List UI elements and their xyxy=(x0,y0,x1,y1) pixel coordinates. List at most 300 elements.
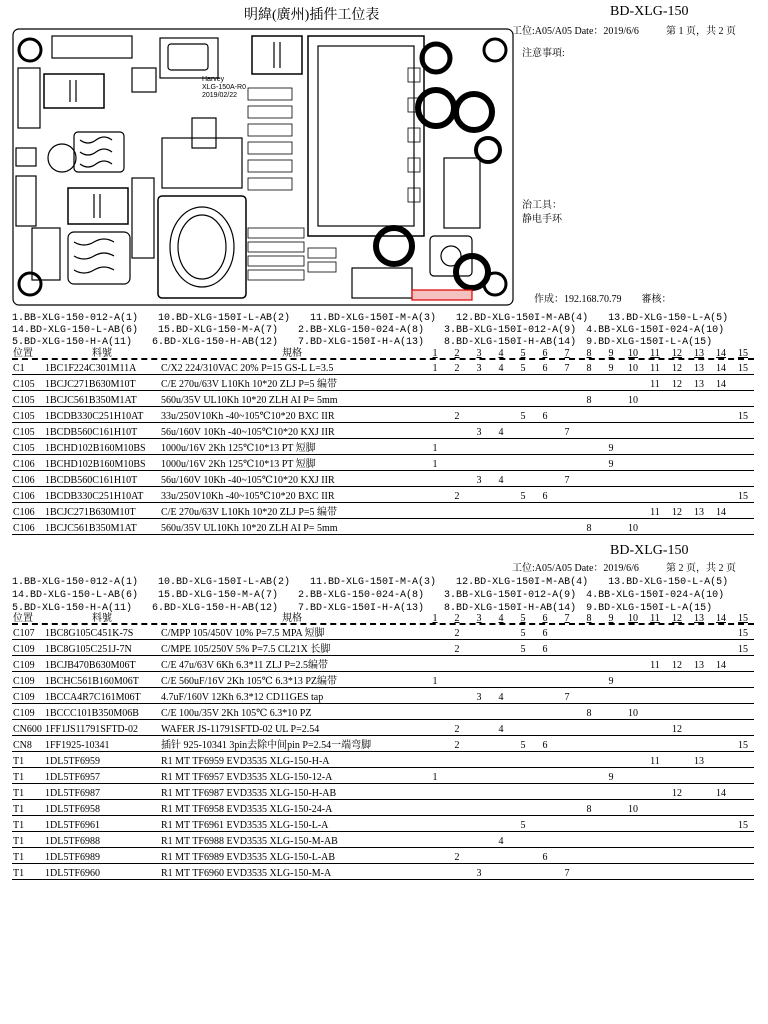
cell-model-5 xyxy=(512,519,534,535)
cell-model-10 xyxy=(622,503,644,519)
cell-model-10 xyxy=(622,407,644,423)
cell-model-4 xyxy=(490,784,512,800)
cell-model-15: 15 xyxy=(732,407,754,423)
cell-model-7 xyxy=(556,519,578,535)
cell-model-12: 12 xyxy=(666,656,688,672)
cell-spec: C/E 270u/63V L10Kh 10*20 ZLJ P=5 编带 xyxy=(160,375,424,391)
cell-model-7: 7 xyxy=(556,864,578,880)
cell-model-14 xyxy=(710,391,732,407)
cell-model-12 xyxy=(666,640,688,656)
cell-model-11 xyxy=(644,391,666,407)
header-model-col-4: 4 xyxy=(498,348,504,359)
cell-model-8 xyxy=(578,375,600,391)
variant-line-page2-1: 1.BB-XLG-150-012-A(1) 10.BD-XLG-150I-L-AB(2) 11.BD-XLG-150I-M-A(3) 12.BD-XLG-150I-M-AB(4) 13.BD-XLG-150-L-A(5) xyxy=(12,577,729,588)
cell-model-6: 6 xyxy=(534,487,556,503)
cell-model-3 xyxy=(468,455,490,471)
cell-spec: 560u/35V UL10Kh 10*20 ZLH AI P= 5mm xyxy=(160,391,424,407)
cell-model-4 xyxy=(490,624,512,640)
cell-position: T1 xyxy=(12,752,44,768)
cell-model-6 xyxy=(534,519,556,535)
cell-model-13 xyxy=(688,672,710,688)
cell-model-1 xyxy=(424,624,446,640)
cell-part-number: 1DL5TF6961 xyxy=(44,816,160,832)
header-model-col-15: 15 xyxy=(738,613,748,624)
cell-model-10 xyxy=(622,375,644,391)
cell-model-14 xyxy=(710,407,732,423)
cell-model-13 xyxy=(688,688,710,704)
cell-spec: R1 MT TF6958 EVD3535 XLG-150-24-A xyxy=(160,800,424,816)
cell-model-13 xyxy=(688,407,710,423)
cell-model-10: 10 xyxy=(622,359,644,375)
cell-model-15 xyxy=(732,471,754,487)
cell-model-5 xyxy=(512,455,534,471)
cell-model-13 xyxy=(688,439,710,455)
cell-model-5 xyxy=(512,439,534,455)
cell-model-3 xyxy=(468,784,490,800)
table-row xyxy=(12,640,754,656)
cell-model-13 xyxy=(688,784,710,800)
table-row xyxy=(12,848,754,864)
cell-model-1 xyxy=(424,656,446,672)
cell-model-14 xyxy=(710,471,732,487)
cell-model-8 xyxy=(578,672,600,688)
header-model-col-13: 13 xyxy=(694,613,704,624)
cell-spec: 1000u/16V 2Kh 125℃10*13 PT 短脚 xyxy=(160,455,424,471)
cell-model-6 xyxy=(534,656,556,672)
cell-model-7 xyxy=(556,375,578,391)
cell-model-2 xyxy=(446,816,468,832)
header-model-col-12: 12 xyxy=(672,613,682,624)
cell-model-13 xyxy=(688,423,710,439)
cell-model-9 xyxy=(600,784,622,800)
cell-model-5 xyxy=(512,784,534,800)
cell-model-6: 6 xyxy=(534,640,556,656)
cell-model-15 xyxy=(732,503,754,519)
cell-model-6 xyxy=(534,784,556,800)
cell-model-7 xyxy=(556,752,578,768)
cell-model-11 xyxy=(644,720,666,736)
cell-model-12 xyxy=(666,519,688,535)
cell-model-3 xyxy=(468,439,490,455)
cell-spec: C/MPP 105/450V 10% P=7.5 MPA 短脚 xyxy=(160,624,424,640)
cell-model-14 xyxy=(710,624,732,640)
cell-model-15: 15 xyxy=(732,736,754,752)
cell-model-15 xyxy=(732,832,754,848)
cell-model-6 xyxy=(534,768,556,784)
cell-model-1: 1 xyxy=(424,768,446,784)
cell-model-15 xyxy=(732,375,754,391)
cell-model-13 xyxy=(688,391,710,407)
cell-model-9 xyxy=(600,391,622,407)
cell-model-11 xyxy=(644,640,666,656)
cell-model-11 xyxy=(644,800,666,816)
cell-model-10: 10 xyxy=(622,519,644,535)
cell-model-14: 14 xyxy=(710,656,732,672)
table-header-row xyxy=(12,609,754,624)
table-row xyxy=(12,656,754,672)
cell-model-2 xyxy=(446,768,468,784)
cell-model-7 xyxy=(556,455,578,471)
cell-position: T1 xyxy=(12,816,44,832)
pcb-layout-drawing xyxy=(12,28,514,306)
cell-part-number: 1DL5TF6987 xyxy=(44,784,160,800)
cell-model-4: 4 xyxy=(490,832,512,848)
cell-model-3 xyxy=(468,503,490,519)
cell-model-12 xyxy=(666,704,688,720)
cell-model-1 xyxy=(424,519,446,535)
cell-model-11 xyxy=(644,848,666,864)
cell-spec: R1 MT TF6961 EVD3535 XLG-150-L-A xyxy=(160,816,424,832)
cell-model-10 xyxy=(622,848,644,864)
cell-model-4: 4 xyxy=(490,423,512,439)
cell-model-3 xyxy=(468,656,490,672)
cell-model-9 xyxy=(600,864,622,880)
cell-model-1 xyxy=(424,391,446,407)
cell-spec: 33u/250V10Kh -40~105℃10*20 BXC IIR xyxy=(160,487,424,503)
table-row xyxy=(12,471,754,487)
cell-model-15 xyxy=(732,439,754,455)
header-model-col-14: 14 xyxy=(716,348,726,359)
table-row xyxy=(12,487,754,503)
cell-model-2 xyxy=(446,832,468,848)
cell-model-1 xyxy=(424,832,446,848)
cell-model-9 xyxy=(600,656,622,672)
cell-model-4 xyxy=(490,704,512,720)
cell-model-6 xyxy=(534,672,556,688)
cell-model-1 xyxy=(424,800,446,816)
cell-model-10 xyxy=(622,816,644,832)
table-row xyxy=(12,816,754,832)
cell-model-5 xyxy=(512,768,534,784)
cell-model-8 xyxy=(578,439,600,455)
cell-model-9 xyxy=(600,375,622,391)
cell-model-1: 1 xyxy=(424,439,446,455)
cell-model-2: 2 xyxy=(446,736,468,752)
cell-model-13 xyxy=(688,704,710,720)
cell-model-10 xyxy=(622,423,644,439)
header-model-col-5: 5 xyxy=(520,348,526,359)
variant-line-1: 1.BB-XLG-150-012-A(1) 10.BD-XLG-150I-L-AB(2) 11.BD-XLG-150I-M-A(3) 12.BD-XLG-150I-M-AB(4) 13.BD-XLG-150-L-A(5) xyxy=(12,313,729,324)
cell-model-3: 3 xyxy=(468,864,490,880)
cell-model-6 xyxy=(534,816,556,832)
cell-model-11 xyxy=(644,423,666,439)
cell-model-4 xyxy=(490,455,512,471)
cell-model-11 xyxy=(644,784,666,800)
cell-model-4 xyxy=(490,519,512,535)
cell-model-9 xyxy=(600,487,622,503)
cell-position: T1 xyxy=(12,864,44,880)
cell-spec: 4.7uF/160V 12Kh 6.3*12 CD11GES tap xyxy=(160,688,424,704)
header-position: 位置 xyxy=(13,348,33,359)
cell-model-8 xyxy=(578,688,600,704)
cell-model-14 xyxy=(710,704,732,720)
table-row xyxy=(12,407,754,423)
cell-model-15 xyxy=(732,704,754,720)
cell-model-13: 13 xyxy=(688,375,710,391)
cell-model-13 xyxy=(688,720,710,736)
cell-model-5 xyxy=(512,423,534,439)
cell-model-2 xyxy=(446,752,468,768)
cell-part-number: 1BCJC561B350M1AT xyxy=(44,391,160,407)
cell-model-1 xyxy=(424,784,446,800)
cell-model-15 xyxy=(732,672,754,688)
header-part-number: 料號 xyxy=(92,348,112,359)
cell-model-13 xyxy=(688,848,710,864)
cell-model-13 xyxy=(688,519,710,535)
cell-model-14: 14 xyxy=(710,359,732,375)
cell-model-10 xyxy=(622,864,644,880)
cell-model-9 xyxy=(600,688,622,704)
cell-model-15 xyxy=(732,752,754,768)
cell-model-12 xyxy=(666,752,688,768)
cell-model-10 xyxy=(622,656,644,672)
cell-model-1 xyxy=(424,503,446,519)
cell-model-14: 14 xyxy=(710,503,732,519)
cell-model-7 xyxy=(556,736,578,752)
cell-model-12 xyxy=(666,864,688,880)
cell-model-9 xyxy=(600,720,622,736)
cell-model-1 xyxy=(424,471,446,487)
cell-model-5 xyxy=(512,848,534,864)
cell-model-10 xyxy=(622,455,644,471)
cell-model-8 xyxy=(578,736,600,752)
cell-position: C109 xyxy=(12,704,44,720)
cell-model-11: 11 xyxy=(644,375,666,391)
cell-model-9: 9 xyxy=(600,439,622,455)
cell-model-8 xyxy=(578,656,600,672)
cell-model-8 xyxy=(578,624,600,640)
cell-model-3 xyxy=(468,672,490,688)
table-row xyxy=(12,672,754,688)
cell-model-13 xyxy=(688,864,710,880)
cell-model-2 xyxy=(446,375,468,391)
cell-part-number: 1BCJC271B630M10T xyxy=(44,375,160,391)
cell-model-1 xyxy=(424,704,446,720)
cell-position: C105 xyxy=(12,423,44,439)
header-model-col-12: 12 xyxy=(672,348,682,359)
cell-model-5 xyxy=(512,720,534,736)
header-dash-rule-page-2 xyxy=(12,623,754,625)
cell-model-6 xyxy=(534,471,556,487)
cell-model-2 xyxy=(446,503,468,519)
cell-model-10 xyxy=(622,784,644,800)
cell-spec: 1000u/16V 2Kh 125℃10*13 PT 短脚 xyxy=(160,439,424,455)
cell-model-2 xyxy=(446,423,468,439)
cell-spec: R1 MT TF6988 EVD3535 XLG-150-M-AB xyxy=(160,832,424,848)
cell-model-3 xyxy=(468,768,490,784)
cell-model-7 xyxy=(556,439,578,455)
cell-model-6 xyxy=(534,864,556,880)
cell-model-10 xyxy=(622,672,644,688)
cell-model-14 xyxy=(710,455,732,471)
cell-model-14 xyxy=(710,720,732,736)
table-row xyxy=(12,784,754,800)
header-model-col-6: 6 xyxy=(542,613,548,624)
cell-model-14 xyxy=(710,864,732,880)
cell-model-7: 7 xyxy=(556,471,578,487)
cell-spec: 33u/250V10Kh -40~105℃10*20 BXC IIR xyxy=(160,407,424,423)
cell-position: C105 xyxy=(12,439,44,455)
parts-table-page-1 xyxy=(12,344,754,535)
cell-model-12 xyxy=(666,832,688,848)
cell-model-3: 3 xyxy=(468,359,490,375)
cell-model-4 xyxy=(490,752,512,768)
cell-spec: 插针 925-10341 3pin去除中间pin P=2.54一端弯脚 xyxy=(160,736,424,752)
table-row xyxy=(12,864,754,880)
cell-model-14 xyxy=(710,487,732,503)
table-row xyxy=(12,752,754,768)
header-model-col-14: 14 xyxy=(716,613,726,624)
cell-part-number: 1DL5TF6989 xyxy=(44,848,160,864)
cell-model-2 xyxy=(446,519,468,535)
cell-spec: R1 MT TF6959 EVD3535 XLG-150-H-A xyxy=(160,752,424,768)
cell-model-7 xyxy=(556,503,578,519)
cell-model-15: 15 xyxy=(732,816,754,832)
cell-model-3 xyxy=(468,407,490,423)
cell-part-number: 1BCHC561B160M06T xyxy=(44,672,160,688)
cell-model-14 xyxy=(710,423,732,439)
cell-model-11: 11 xyxy=(644,359,666,375)
header-model-col-3: 3 xyxy=(476,613,482,624)
cell-model-11 xyxy=(644,455,666,471)
cell-position: C106 xyxy=(12,503,44,519)
cell-model-8 xyxy=(578,768,600,784)
cell-spec: R1 MT TF6960 EVD3535 XLG-150-M-A xyxy=(160,864,424,880)
cell-model-14 xyxy=(710,768,732,784)
cell-model-13 xyxy=(688,487,710,503)
cell-model-7: 7 xyxy=(556,359,578,375)
cell-part-number: 1BCCA4R7C161M06T xyxy=(44,688,160,704)
cell-model-7: 7 xyxy=(556,423,578,439)
cell-model-6: 6 xyxy=(534,736,556,752)
cell-model-2: 2 xyxy=(446,407,468,423)
cell-model-8: 8 xyxy=(578,391,600,407)
cell-model-8 xyxy=(578,455,600,471)
model-code: BD-XLG-150 xyxy=(610,4,689,19)
cell-model-3 xyxy=(468,736,490,752)
cell-part-number: 1BCJC271B630M10T xyxy=(44,503,160,519)
cell-model-15 xyxy=(732,800,754,816)
cell-model-5 xyxy=(512,391,534,407)
header-model-col-5: 5 xyxy=(520,613,526,624)
cell-model-10 xyxy=(622,439,644,455)
cell-model-5 xyxy=(512,704,534,720)
cell-model-15 xyxy=(732,864,754,880)
cell-model-1: 1 xyxy=(424,455,446,471)
cell-model-11 xyxy=(644,816,666,832)
header-spec: 規格 xyxy=(282,613,302,624)
cell-position: C109 xyxy=(12,688,44,704)
cell-model-15: 15 xyxy=(732,624,754,640)
cell-model-10 xyxy=(622,752,644,768)
cell-model-7 xyxy=(556,816,578,832)
cell-model-6 xyxy=(534,832,556,848)
cell-model-3 xyxy=(468,704,490,720)
header-model-col-15: 15 xyxy=(738,348,748,359)
cell-model-8: 8 xyxy=(578,359,600,375)
cell-model-2: 2 xyxy=(446,848,468,864)
pcb-label-harvey: Harvey xyxy=(202,76,225,83)
header-model-col-6: 6 xyxy=(542,348,548,359)
cell-model-1 xyxy=(424,487,446,503)
cell-model-8: 8 xyxy=(578,519,600,535)
cell-model-12: 12 xyxy=(666,359,688,375)
author-line: 作成：192.168.70.79 審核： xyxy=(534,294,672,305)
cell-model-15 xyxy=(732,423,754,439)
table-row xyxy=(12,832,754,848)
cell-model-13 xyxy=(688,768,710,784)
cell-model-4 xyxy=(490,487,512,503)
cell-model-6 xyxy=(534,688,556,704)
header-model-col-1: 1 xyxy=(432,348,438,359)
cell-model-12 xyxy=(666,688,688,704)
cell-model-5: 5 xyxy=(512,640,534,656)
cell-model-15 xyxy=(732,720,754,736)
cell-model-6 xyxy=(534,423,556,439)
cell-model-12 xyxy=(666,624,688,640)
cell-model-3 xyxy=(468,487,490,503)
cell-position: T1 xyxy=(12,800,44,816)
variant-line-page2-3: 5.BD-XLG-150-H-A(11) 6.BD-XLG-150-H-AB(12) 7.BD-XLG-150I-H-A(13) 8.BD-XLG-150I-H-AB(14) 9.BD-XLG-150I-L-A(15) xyxy=(12,603,713,614)
cell-model-12 xyxy=(666,407,688,423)
cell-model-10: 10 xyxy=(622,391,644,407)
cell-model-4 xyxy=(490,864,512,880)
cell-model-5 xyxy=(512,752,534,768)
cell-model-2 xyxy=(446,864,468,880)
cell-model-3 xyxy=(468,816,490,832)
table-row xyxy=(12,359,754,375)
cell-model-1 xyxy=(424,375,446,391)
cell-model-14: 14 xyxy=(710,375,732,391)
cell-model-11: 11 xyxy=(644,656,666,672)
cell-model-4: 4 xyxy=(490,720,512,736)
cell-position: C105 xyxy=(12,407,44,423)
tools-label: 治工具： xyxy=(522,200,562,211)
cell-model-14 xyxy=(710,439,732,455)
cell-part-number: 1BC8G105C251J-7N xyxy=(44,640,160,656)
header-model-col-10: 10 xyxy=(628,348,638,359)
cell-model-7: 7 xyxy=(556,688,578,704)
cell-model-14 xyxy=(710,672,732,688)
header-model-col-2: 2 xyxy=(454,348,460,359)
page-title: 明緯(廣州)插件工位表 xyxy=(244,8,380,23)
cell-model-13 xyxy=(688,624,710,640)
cell-model-11 xyxy=(644,864,666,880)
cell-model-11 xyxy=(644,407,666,423)
cell-model-10 xyxy=(622,640,644,656)
cell-model-2 xyxy=(446,704,468,720)
cell-model-6 xyxy=(534,391,556,407)
cell-position: CN600 xyxy=(12,720,44,736)
cell-model-11: 11 xyxy=(644,503,666,519)
header-model-col-3: 3 xyxy=(476,348,482,359)
cell-position: T1 xyxy=(12,768,44,784)
cell-model-15: 15 xyxy=(732,487,754,503)
cell-model-6 xyxy=(534,800,556,816)
cell-model-8: 8 xyxy=(578,800,600,816)
cell-model-7 xyxy=(556,391,578,407)
cell-model-12 xyxy=(666,736,688,752)
tools-value: 静电手环 xyxy=(522,214,562,225)
cell-spec: 560u/35V UL10Kh 10*20 ZLH AI P= 5mm xyxy=(160,519,424,535)
cell-model-4 xyxy=(490,672,512,688)
cell-model-3 xyxy=(468,391,490,407)
cell-model-2 xyxy=(446,439,468,455)
cell-model-9: 9 xyxy=(600,768,622,784)
cell-model-13: 13 xyxy=(688,752,710,768)
cell-model-4 xyxy=(490,816,512,832)
cell-model-10 xyxy=(622,487,644,503)
